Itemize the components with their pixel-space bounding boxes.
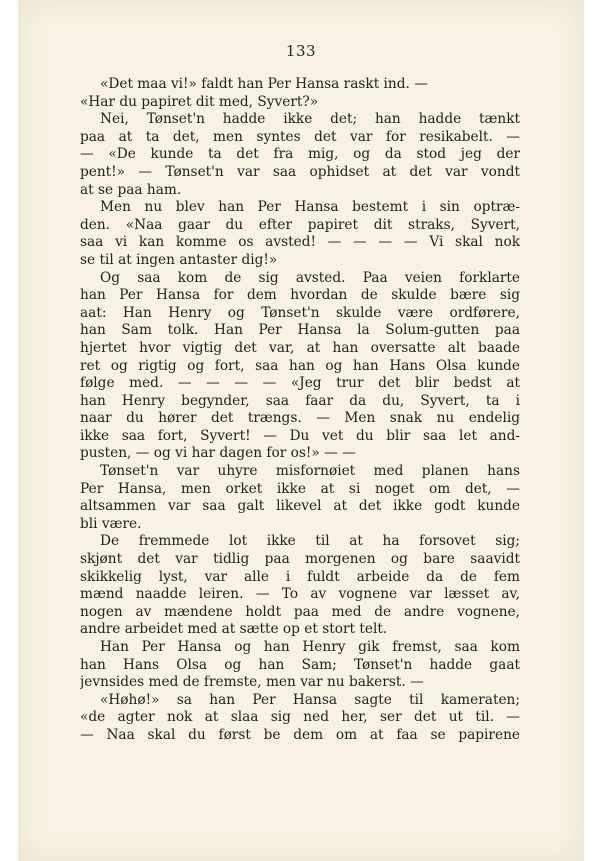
text-line: Tønset'n var uhyre misfornøiet med planen hans [100,463,520,480]
text-line: paa at ta det, men syntes det var for resikabelt. — [80,128,520,145]
body-text [80,76,520,745]
text-line: pusten, — og vi har dagen for os!» — — [80,445,356,462]
text-line: — «De kunde ta det fra mig, og da stod jeg der [80,146,520,163]
text-line: De fremmede lot ikke til at ha forsovet sig; [100,533,520,550]
text-line: pent!» — Tønset'n var saa ophidset at det var vondt [80,163,520,180]
text-line: saa vi kan komme os avsted! — — — — Vi skal nok [80,234,520,251]
text-line: følge med. — — — — «Jeg trur det blir bedst at [80,375,520,392]
text-line: se til at ingen antaster dig!» [80,251,278,268]
text-line: han Sam tolk. Han Per Hansa la Solum-gutten paa [80,322,520,339]
text-line: — Naa skal du først be dem om at faa se papirene [80,726,520,743]
text-line: han Hans Olsa og han Sam; Tønset'n hadde gaat [80,656,520,673]
text-line: «Har du papiret dit med, Syvert?» [80,93,319,110]
text-line: naar du hører det trængs. — Men snak nu endelig [80,410,520,427]
text-line: «de agter nok at slaa sig ned her, ser det ut til. — [80,709,520,726]
text-line: ikke saa fort, Syvert! — Du vet du blir saa let and- [80,427,520,444]
text-line: Men nu blev han Per Hansa bestemt i sin optræ- [100,199,520,216]
text-line: jevnsides med de fremste, men var nu bakerst. — [80,674,424,691]
text-line: altsammen var saa galt likevel at det ikke godt kunde [80,498,520,515]
text-line: mænd naadde leiren. — To av vognene var læsset av, [80,586,520,603]
text-line: aat: Han Henry og Tønset'n skulde være ordførere, [80,304,520,321]
text-line: «Det maa vi!» faldt han Per Hansa raskt ind. — [100,76,428,92]
text-line: hjertet hvor vigtig det var, at han oversatte alt baade [80,339,520,356]
text-line: ret og rigtig og fort, saa han og han Hans Olsa kunde [80,357,520,374]
page-number: 133 [285,42,317,60]
text-line: skikkelig lyst, var alle i fuldt arbeide da de fem [80,568,520,585]
text-line: han Per Hansa for dem hvordan de skulde bære sig [80,287,520,304]
text-line: «Høhø!» sa han Per Hansa sagte til kameraten; [100,691,520,708]
book-page [18,0,584,861]
text-line: bli være. [80,515,142,532]
text-line: skjønt det var tidlig paa morgenen og bare saavidt [80,551,520,568]
text-line: Nei, Tønset'n hadde ikke det; han hadde tænkt [100,111,520,128]
text-line: Per Hansa, men orket ikke at si noget om det, — [80,480,520,497]
text-line: Han Per Hansa og han Henry gik fremst, saa kom [100,639,520,655]
text-line: den. «Naa gaar du efter papiret dit straks, Syvert, [80,216,520,233]
text-line: andre arbeidet med at sætte op et stort telt. [80,621,388,638]
text-line: nogen av mændene holdt paa med de andre vognene, [80,603,520,620]
text-line: Og saa kom de sig avsted. Paa veien forklarte [100,269,520,286]
text-line: han Henry begynder, saa faar da du, Syvert, ta i [80,392,520,409]
text-line: at se paa ham. [80,181,182,198]
